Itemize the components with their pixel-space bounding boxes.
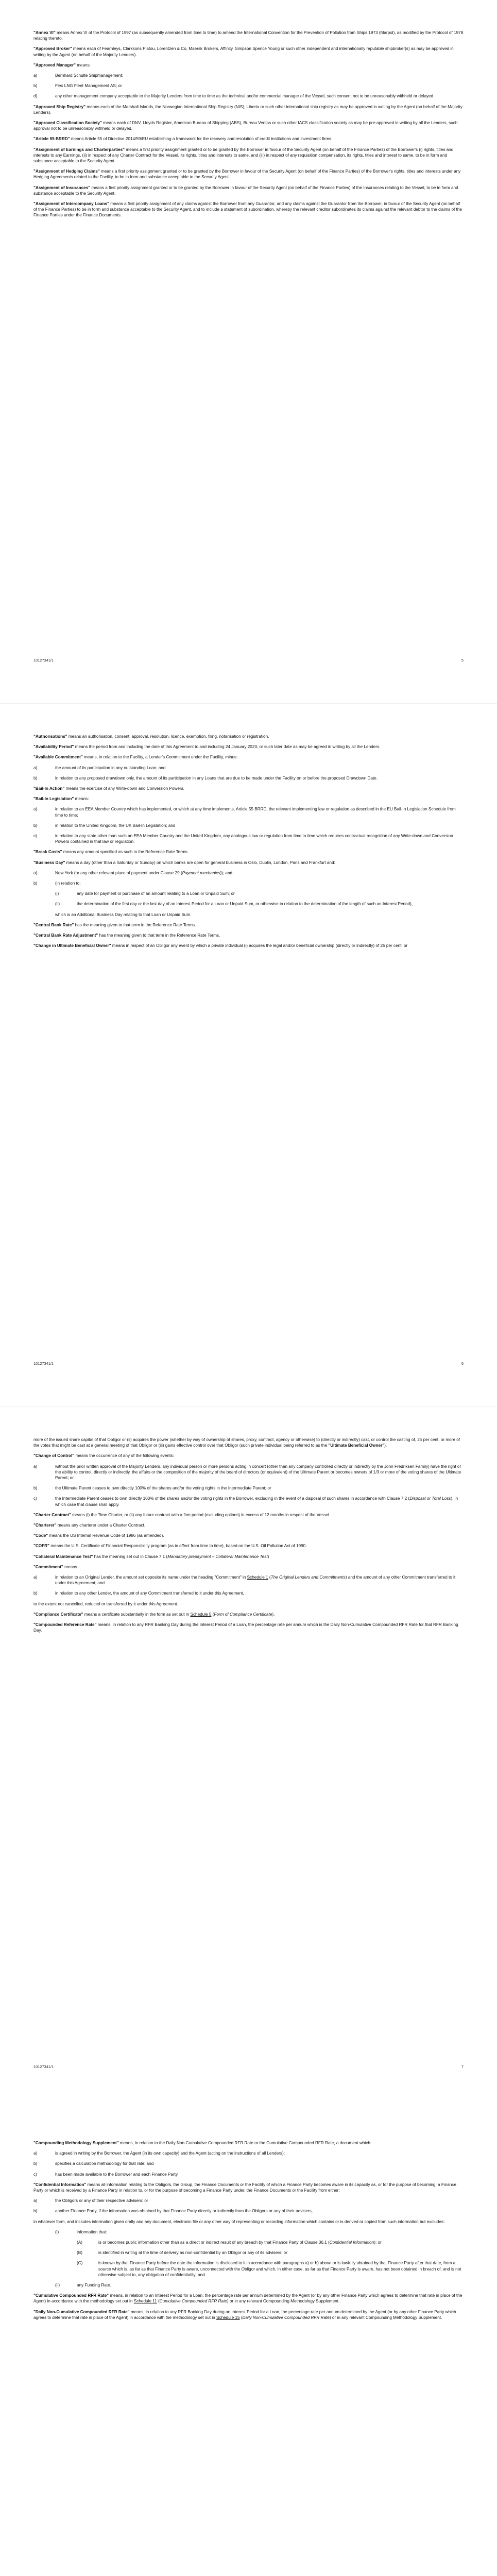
list-item	[33, 806, 464, 818]
list-item-label: b)	[33, 823, 38, 828]
list-item	[33, 2208, 464, 2214]
definition-paragraph: "Collateral Maintenance Test" has the meaning set out in Clause 7.1 (Mandatory prepayment – Collateral Maintenance Test)	[33, 1554, 269, 1559]
list-item-label: b)	[33, 1486, 38, 1491]
definition-paragraph: "COFR" means the U.S. Certificate of Financial Responsibility program (as in effect from time to time), based on the U.S. Oil Pollution Act of 1990.	[33, 1544, 307, 1549]
page-number: 7	[461, 2064, 464, 2069]
list-item	[77, 2250, 464, 2256]
list-item-label: c)	[33, 1496, 37, 1501]
list-item-label: (ii)	[55, 902, 60, 907]
definition-paragraph: "Compounding Methodology Supplement" means, in relation to the Daily Non-Cumulative Compounded RFR Rate or the Cumulative Compounded RFR Rate, a document which:	[33, 2141, 372, 2145]
list-item	[33, 880, 464, 886]
list-item-text: in relation to an EEA Member Country which has implemented, or which at any time implements, Article 55 BRRD, the relevant implementing law or regulation as described in the EU Bail-In Legislation Schedule from time to time;	[55, 807, 456, 818]
list-item-text: has been made available to the Borrower and each Finance Party.	[55, 2172, 179, 2177]
page-number: 5	[461, 657, 464, 663]
definition-paragraph: "Central Bank Rate" has the meaning given to that term in the Reference Rate Terms.	[33, 922, 196, 927]
list-item-text: the amount of its participation in any outstanding Loan; and	[55, 765, 166, 770]
definition-paragraph: "Change of Control" means the occurrence of any of the following events:	[33, 1453, 174, 1459]
list-item	[33, 870, 464, 876]
list-item	[33, 83, 464, 89]
list-item-text: any Funding Rate.	[77, 2283, 111, 2288]
list-item-label: b)	[33, 775, 38, 781]
document-reference: 10127341/1	[33, 657, 54, 663]
list-item-label: (A)	[77, 2240, 82, 2245]
list-item-label: b)	[33, 2161, 38, 2166]
list-item	[55, 2229, 464, 2235]
list-item-label: b)	[33, 2209, 38, 2214]
list-item	[33, 1590, 464, 1596]
list-item-label: b)	[33, 1591, 38, 1596]
list-item	[33, 1574, 464, 1586]
definition-paragraph: "Central Bank Rate Adjustment" has the meaning given to that term in the Reference Rate Terms.	[33, 933, 220, 938]
definition-paragraph: "Break Costs" means any amount specified as such in the Reference Rate Terms.	[33, 850, 189, 855]
list-item-text: is identified in writing at the time of delivery as non-confidential by an Obligor or any of its advisers; or	[98, 2250, 287, 2256]
definition-paragraph: "Assignment of Hedging Claims" means a first priority assignment granted or to be granted by the Borrower in favour of the Security Agent (on behalf of the Finance Parties) of the Borrower's rights, titles and interests under any Hedging Agreements related to the Facility, to be in form and substance acceptable to the Security Agent.	[33, 169, 461, 180]
list-item	[33, 2150, 464, 2156]
list-item-text: another Finance Party, if the information was obtained by that Finance Party directly or indirectly from the Obligors or any of their advisers,	[55, 2209, 313, 2214]
page-footer	[33, 657, 464, 663]
list-item	[33, 1485, 464, 1491]
definition-paragraph: "Compliance Certificate" means a certificate substantially in the form as set out in Schedule 5 (Form of Compliance Certificate).	[33, 1612, 275, 1617]
definition-paragraph: "Bail-In Action" means the exercise of any Write-down and Conversion Powers.	[33, 786, 185, 791]
definition-paragraph: "Business Day" means a day (other than a Saturday or Sunday) on which banks are open for general business in Oslo, Dublin, London, Paris and Frankfurt and:	[33, 860, 335, 865]
definition-paragraph: "Compounded Reference Rate" means, in relation to any RFR Banking Day during the Interest Period of a Loan, the percentage rate per annum which is the Daily Non-Cumulative Compounded RFR Rate for that RFR Banking Day.	[33, 1622, 458, 1633]
list-item-text: in relation to any state other than such an EEA Member Country and the United Kingdom, any analogous law or regulation from time to time which requires contractual recognition of any Write-down and Conversion Powers contained in that law or regulation.	[55, 834, 453, 844]
list-item-text: (in relation to:	[55, 881, 81, 886]
list-item-label: (i)	[55, 891, 59, 896]
definition-paragraph: more of the issued share capital of that Obligor or (ii) acquires the power (whether by way of ownership of shares, proxy, contract, agency or otherwise) to (directly or indirectly) cast, or control the casting of, 25 per cent. or more of the votes that might be cast at a general meeting of that Obligor or (iii) gains effective control over that Obligor (such private individual being referred to as the "Ultimate Beneficial Owner").	[33, 1437, 460, 1448]
definition-paragraph: "Assignment of Intercompany Loans" means a first priority assignment of any claims against the Borrower from any Guarantor, and any claims against the Guarantor from the Borrower, in favour of the Security Agent (on behalf of the Finance Parties) to be in form and substance acceptable to the Security Agent, and to include a statement of subordination, whereby the relevant creditor subordinates its claims against the relevant debtor to the claims of the Finance Parties under the Finance Documents.	[33, 201, 462, 218]
list-item-text: any other management company acceptable to the Majority Lenders from time to time as the technical and/or commercial manager of the Vessel, such consent not to be unreasonably withheld or delayed.	[55, 94, 435, 99]
definition-paragraph: "Commitment" means	[33, 1564, 77, 1569]
definition-paragraph: "Cumulative Compounded RFR Rate" means, in relation to an Interest Period for a Loan, the percentage rate per annum determined by the Agent (or by any other Finance Party which agrees to determine that rate in place of the Agent) in accordance with the methodology set out in Schedule 11 (Cumulative Compounded RFR Rate) or in any relevant Compounding Methodology Supplement.	[33, 2293, 462, 2304]
list-item-label: a)	[33, 1575, 38, 1580]
definition-paragraph: "Approved Manager" means:	[33, 62, 91, 67]
document-page	[0, 0, 497, 703]
list-item	[33, 823, 464, 828]
list-item-text: the Obligors or any of their respective advisers; or	[55, 2198, 148, 2204]
list-item-text: in relation to any other Lender, the amount of any Commitment transferred to it under this Agreement,	[55, 1591, 244, 1596]
page-number: 6	[461, 1361, 464, 1366]
list-item-text: the determination of the first day or the last day of an Interest Period for a Loan or Unpaid Sum, or otherwise in relation to the determination of the length of such an Interest Period),	[77, 902, 413, 907]
list-item-label: (i)	[55, 2229, 59, 2234]
list-item	[33, 833, 464, 844]
list-item-text: in relation to any proposed drawdown only, the amount of its participation in any Loans that are due to be made under the Facility on or before the proposed Drawdown Date.	[55, 775, 378, 781]
list-item-label: (B)	[77, 2250, 82, 2256]
list-item	[55, 901, 464, 907]
list-item-text: Bernhard Schulte Shipmanagement;	[55, 73, 123, 78]
list-item-text: New York (or any other relevant place of payment under Clause 29 (Payment mechanics)); and	[55, 870, 233, 875]
list-item	[33, 93, 464, 99]
list-item-label: (C)	[77, 2261, 83, 2266]
definition-paragraph: "Change in Ultimate Beneficial Owner" means in respect of an Obligor any event by which a private individual (i) acquires the legal and/or beneficial ownership (directly or indirectly) of 25 per cent. or	[33, 943, 408, 948]
list-item	[55, 891, 464, 896]
definition-paragraph: "Approved Ship Registry" means each of the Marshall Islands, the Norwegian International Ship Registry (NIS), Liberia or such other international ship registry as may be approved in writing by the Agent (on behalf of the Majority Lenders).	[33, 104, 462, 115]
list-item	[33, 765, 464, 771]
list-item-text: specifies a calculation methodology for that rate; and	[55, 2161, 154, 2166]
document-reference: 10127341/1	[33, 2064, 54, 2069]
list-item-text: the Ultimate Parent ceases to own directly 100% of the shares and/or the voting rights in the Intermediate Parent; or	[55, 1486, 271, 1491]
list-item	[33, 73, 464, 78]
definition-paragraph: in whatever form, and includes information given orally and any document, electronic file or any other way of representing or recording information which contains or is derived or copied from such information but excludes:	[33, 2219, 445, 2224]
page-footer	[33, 2064, 464, 2070]
definition-paragraph: "Confidential Information" means all information relating to the Obligors, the Group, the Finance Documents or the Facility of which a Finance Party becomes aware in its capacity as, or for the purpose of becoming, a Finance Party or which is received by a Finance Party in relation to, or for the purpose of becoming a Finance Party under, the Finance Documents or the Facility from either:	[33, 2182, 456, 2193]
continuation-paragraph: which is an Additional Business Day relating to that Loan or Unpaid Sum.	[55, 912, 192, 917]
list-item-label: c)	[33, 2172, 37, 2177]
list-item	[33, 2172, 464, 2177]
definition-paragraph: "Charter Contract" means (i) the Time Charter, or (ii) any future contract with a firm period (excluding options) in excess of 12 months in respect of the Vessel.	[33, 1512, 331, 1517]
definition-paragraph: "Available Commitment" means, in relation to the Facility, a Lender's Commitment under the Facility, minus:	[33, 755, 238, 760]
list-item-label: (ii)	[55, 2283, 60, 2288]
list-item-label: a)	[33, 1464, 38, 1469]
list-item	[77, 2260, 464, 2278]
definition-paragraph: "Authorisations" means an authorisation, consent, approval, resolution, licence, exemption, filing, notarisation or registration.	[33, 734, 269, 739]
list-item-label: d)	[33, 94, 38, 99]
definition-paragraph: "Assignment of Earnings and Charterparties" means a first priority assignment granted or to be granted by the Borrower in favour of the Security Agent (on behalf of the Finance Parties) of the Borrower's (i) rights, titles and interests to any Earnings, (ii) in respect of any Charter Contract for the Vessel, its rights, titles and interests to same, and (iii) in respect of any requisition compensation, its rights, titles and interest to same, to be in form and substance acceptable to the Security Agent.	[33, 147, 454, 164]
list-item	[33, 775, 464, 781]
page-footer	[33, 1361, 464, 1366]
list-item-label: a)	[33, 2151, 38, 2156]
list-item	[33, 1464, 464, 1481]
definition-paragraph: "Daily Non-Cumulative Compounded RFR Rate" means, in relation to any RFR Banking Day during an Interest Period for a Loan, the percentage rate per annum determined by the Agent (or by any other Finance Party which agrees to determine that rate in place of the Agent) in accordance with the methodology set out in Schedule 15 (Daily Non-Cumulative Compounded RFR Rate) or in any relevant Compounding Methodology Supplement.	[33, 2309, 456, 2320]
list-item-text: is known by that Finance Party before the date the information is disclosed to it in accordance with paragraphs a) or b) above or is lawfully obtained by that Finance Party after that date, from a source which is, as far as that Finance Party is aware, unconnected with the Obligor and which, in either case, as far as that Finance Party is aware, has not been obtained in breach of, and is not otherwise subject to, any obligation of confidentiality; and	[98, 2261, 461, 2277]
list-item-label: c)	[33, 834, 37, 839]
list-item-label: a)	[33, 73, 38, 78]
definition-paragraph: to the extent not cancelled, reduced or transferred by it under this Agreement.	[33, 1601, 178, 1606]
list-item-text: the Intermediate Parent ceases to own directly 100% of the shares and/or the voting rights in the Borrower, excluding in the event of a disposal of such shares in accordance with Clause 7.2 (Disposal or Total Loss), in which case that clause shall apply.	[55, 1496, 458, 1507]
definition-paragraph: "Availability Period" means the period from and including the date of this Agreement to and including 24 January 2023, or such later date as may be agreed in writing by all the Lenders.	[33, 744, 381, 750]
list-item-text: Flex LNG Fleet Management AS; or	[55, 83, 122, 89]
list-item	[33, 1496, 464, 1507]
list-item-text: any date for payment or purchase of an amount relating to a Loan or Unpaid Sum; or	[77, 891, 235, 896]
definition-paragraph: "Bail-In Legislation" means:	[33, 796, 89, 802]
definition-paragraph: "Assignment of Insurances" means a first priority assignment granted or to be granted by the Borrower in favour of the Security Agent (on behalf of the Finance Parties) of the Insurances relating to the Vessel, to be in form and substance acceptable to the Security Agent.	[33, 185, 458, 196]
list-item	[77, 2240, 464, 2245]
list-item-label: a)	[33, 870, 38, 875]
list-item-text: is agreed in writing by the Borrower, the Agent (in its own capacity) and the Agent (acting on the instructions of all Lenders);	[55, 2151, 285, 2156]
document-reference: 10127341/1	[33, 1361, 54, 1366]
list-item	[33, 2161, 464, 2166]
list-item-label: b)	[33, 881, 38, 886]
list-item-text: in relation to the United Kingdom, the UK Bail-In Legislation; and	[55, 823, 176, 828]
list-item-text: is or becomes public information other than as a direct or indirect result of any breach by that Finance Party of Clause 36.1 (Confidential Information); or	[98, 2240, 382, 2245]
document-page	[0, 2110, 497, 2576]
list-item-text: in relation to an Original Lender, the amount set opposite its name under the heading "Commitment" in Schedule 1 (The Original Lenders and Commitments) and the amount of any other Commitment transferred to it under this Agreement; and	[55, 1575, 456, 1586]
document-page	[0, 1406, 497, 2110]
definition-paragraph: "Approved Broker" means each of Fearnleys, Clarksons Platou, Lorentzen & Co, Maersk Brokers, Affinity, Simpson Spence Young or such other independent and internationally reputable shipbroker(s) as may be approved in writing by the Agent (on behalf of the Majority Lenders).	[33, 46, 454, 57]
list-item-text: information that:	[77, 2229, 107, 2234]
definition-paragraph: "Annex VI" means Annex VI of the Protocol of 1997 (as subsequently amended from time to time) to amend the International Convention for the Prevention of Pollution from Ships 1973 (Marpol), as modified by the Protocol of 1978 relating thereto.	[33, 30, 464, 41]
list-item-label: a)	[33, 2198, 38, 2204]
definition-paragraph: "Charterer" means any charterer under a Charter Contract.	[33, 1523, 146, 1528]
list-item-label: a)	[33, 807, 38, 812]
definition-paragraph: "Code" means the US Internal Revenue Code of 1986 (as amended).	[33, 1533, 164, 1538]
list-item	[33, 2198, 464, 2204]
list-item-text: without the prior written approval of the Majority Lenders, any individual person or more persons acting in concert (other than any company controlled directly or indirectly by the John Fredriksen Family) have the right or the ability to control, directly or indirectly, the affairs or the composition of the majority of the board of directors (or equivalent) of the Ultimate Parent or becomes owners of 1/3 or more of the voting shares of the Ultimate Parent; or	[55, 1464, 461, 1481]
definition-paragraph: "Approved Classification Society" means each of DNV, Lloyds Register, American Bureau of Shipping (ABS), Bureau Veritas or such other IACS classification society as may be pre-approved in writing by all the Lenders, such approval not to be unreasonably withheld or delayed.	[33, 121, 458, 131]
list-item	[55, 2282, 464, 2288]
list-item-label: a)	[33, 765, 38, 770]
document-page	[0, 703, 497, 1406]
list-item-label: b)	[33, 83, 38, 89]
definition-paragraph: "Article 55 BRRD" means Article 55 of Directive 2014/59/EU establishing a framework for the recovery and resolution of credit institutions and investment firms.	[33, 137, 333, 142]
